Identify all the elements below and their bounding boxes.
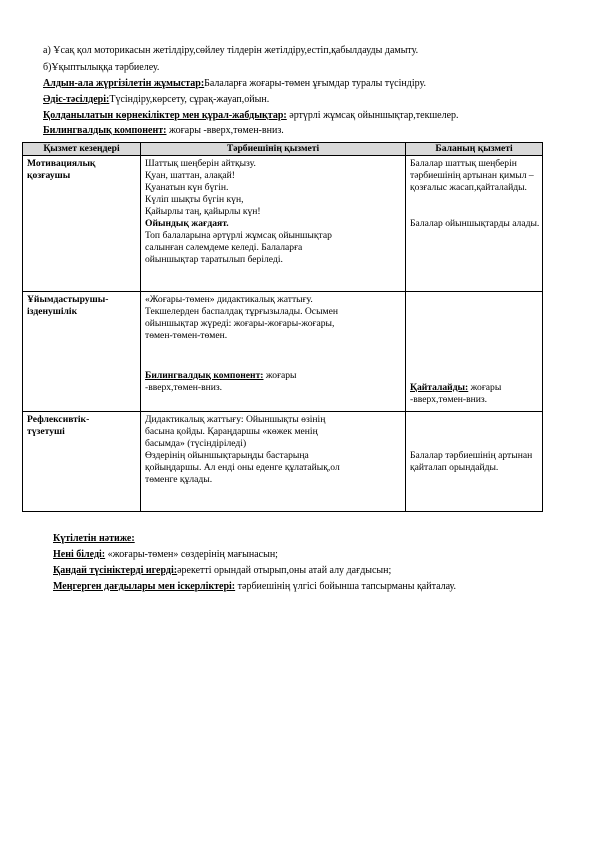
preparation-line	[43, 78, 426, 90]
stage-cell	[23, 412, 141, 512]
teacher-line: Қайырлы таң, қайырлы күн!	[145, 206, 261, 217]
skills-label: Меңгерген дағдылары мен іскерліктері:	[53, 581, 236, 592]
teacher-line: Текшелерден баспалдақ тұрғызылады. Осымен	[145, 306, 338, 317]
teacher-bilingual-line	[145, 370, 401, 382]
teacher-line: «Жоғары-төмен» дидактикалық жаттығу.	[145, 294, 313, 305]
teacher-line: Қуанатын күн бүгін.	[145, 182, 229, 193]
bilingual-label: Билингвалдық компонент:	[43, 125, 167, 136]
methods-line	[43, 94, 269, 106]
bilingual-text: жоғары -вверх,төмен-вниз.	[166, 125, 284, 136]
goal-line-b	[43, 62, 159, 74]
child-line: -вверх,төмен-вниз.	[410, 394, 488, 405]
child-line: Балалар шаттық шеңберін	[410, 158, 517, 169]
concepts-label: Қандай түсініктерді игерді:	[53, 565, 178, 576]
stage-name: түзетуші	[27, 426, 65, 437]
child-repeat-text: жоғары	[468, 382, 502, 393]
child-line: Балалар тәрбиешінің артынан	[410, 450, 533, 461]
goal-b-text: б)Ұқыптылыққа тәрбиелеу.	[43, 62, 160, 73]
header-stage: Қызмет кезеңдері	[23, 143, 141, 156]
header-teacher: Тәрбиешінің қызметі	[141, 143, 406, 156]
outcome-know-line	[53, 549, 278, 561]
teacher-line-heading: Ойындық жағдаят.	[145, 218, 229, 229]
teacher-line: ойыншықтар таратылып беріледі.	[145, 254, 283, 265]
bilingual-line	[43, 125, 284, 137]
table-row	[23, 156, 543, 292]
child-line: Балалар ойыншықтарды алады.	[410, 218, 540, 229]
methods-label: Әдіс-тәсілдері:	[43, 94, 110, 105]
methods-text: Түсіндіру,көрсету, сұрақ-жауап,ойын.	[109, 94, 270, 105]
teacher-cell	[141, 156, 406, 292]
teacher-line: басына қойды. Қараңдаршы «көжек менің	[145, 426, 318, 437]
know-text: «жоғары-төмен» сөздерінің мағынасын;	[105, 549, 278, 560]
goal-line-a	[43, 45, 418, 57]
teacher-line: төменге құлады.	[145, 474, 213, 485]
stage-name: ізденушілік	[27, 306, 78, 317]
outcome-skills-line	[53, 581, 456, 593]
preparation-label: Алдын-ала жүргізілетін жұмыстар:	[43, 78, 205, 89]
child-cell	[406, 412, 543, 512]
preparation-text: Балаларға жоғары-төмен ұғымдар туралы түсіндіру.	[204, 78, 426, 89]
teacher-line: салынған сәлемдеме келеді. Балаларға	[145, 242, 303, 253]
know-label: Нені біледі:	[53, 549, 106, 560]
concepts-text: әрекетті орындай отырып,оны атай алу дағдысын;	[177, 565, 392, 576]
child-line: қозғалыс жасап,қайталайды.	[410, 182, 527, 193]
teacher-line: Топ балаларына әртүрлі жұмсақ ойыншықтар	[145, 230, 332, 241]
skills-text: тәрбиешінің үлгісі бойынша тапсырманы қайталау.	[235, 581, 457, 592]
child-line: қайталап орындайды.	[410, 462, 499, 473]
child-repeat-line	[410, 382, 538, 394]
materials-text: әртүрлі жұмсақ ойыншықтар,текшелер.	[286, 110, 459, 121]
child-line: тәрбиешінің артынан қимыл –	[410, 170, 534, 181]
stage-name: қозғаушы	[27, 170, 71, 181]
teacher-line: -вверх,төмен-вниз.	[145, 382, 223, 393]
teacher-line: Дидактикалық жаттығу: Ойыншықты өзінің	[145, 414, 326, 425]
goal-a-text: а) Ұсақ қол моторикасын жетілдіру,сөйлеу тілдерін жетілдіру,естіп,қабылдауды дамыту.	[43, 45, 419, 56]
table-header-row	[23, 143, 543, 156]
outcome-concepts-line	[53, 565, 391, 577]
teacher-line: ойыншықтар жүреді: жоғары-жоғары-жоғары,	[145, 318, 335, 329]
activity-table	[22, 142, 543, 512]
stage-cell	[23, 156, 141, 292]
stage-name: Мотивациялық	[27, 158, 96, 169]
stage-cell	[23, 292, 141, 412]
materials-line	[43, 110, 459, 122]
teacher-line: Қуан, шаттан, алақай!	[145, 170, 235, 181]
materials-label: Қолданылатын көрнекіліктер мен құрал-жабдықтар:	[43, 110, 287, 121]
outcome-title-text: Күтілетін нәтиже:	[53, 533, 135, 544]
header-child: Баланың қызметі	[406, 143, 543, 156]
child-cell	[406, 292, 543, 412]
table-row	[23, 292, 543, 412]
teacher-line: Өздерінің ойыншықтарыңды бастарыңа	[145, 450, 309, 461]
teacher-cell	[141, 292, 406, 412]
teacher-cell	[141, 412, 406, 512]
teacher-line: қойыңдаршы. Ал енді оны еденге құлатайық,ол	[145, 462, 340, 473]
teacher-line: төмен-төмен-төмен.	[145, 330, 228, 341]
expected-outcome-title	[53, 533, 135, 545]
teacher-bilingual-label: Билингвалдық компонент:	[145, 370, 264, 381]
stage-name: Ұйымдастырушы-	[27, 294, 109, 305]
teacher-bilingual-text: жоғары	[263, 370, 297, 381]
teacher-line: Шаттық шеңберін айтқызу.	[145, 158, 256, 169]
teacher-line: басымда» (түсіндіріледі)	[145, 438, 247, 449]
teacher-line: Күліп шықты бүгін күн,	[145, 194, 244, 205]
child-repeat-label: Қайталайды:	[410, 382, 469, 393]
child-cell	[406, 156, 543, 292]
table-row	[23, 412, 543, 512]
stage-name: Рефлексивтік-	[27, 414, 90, 425]
